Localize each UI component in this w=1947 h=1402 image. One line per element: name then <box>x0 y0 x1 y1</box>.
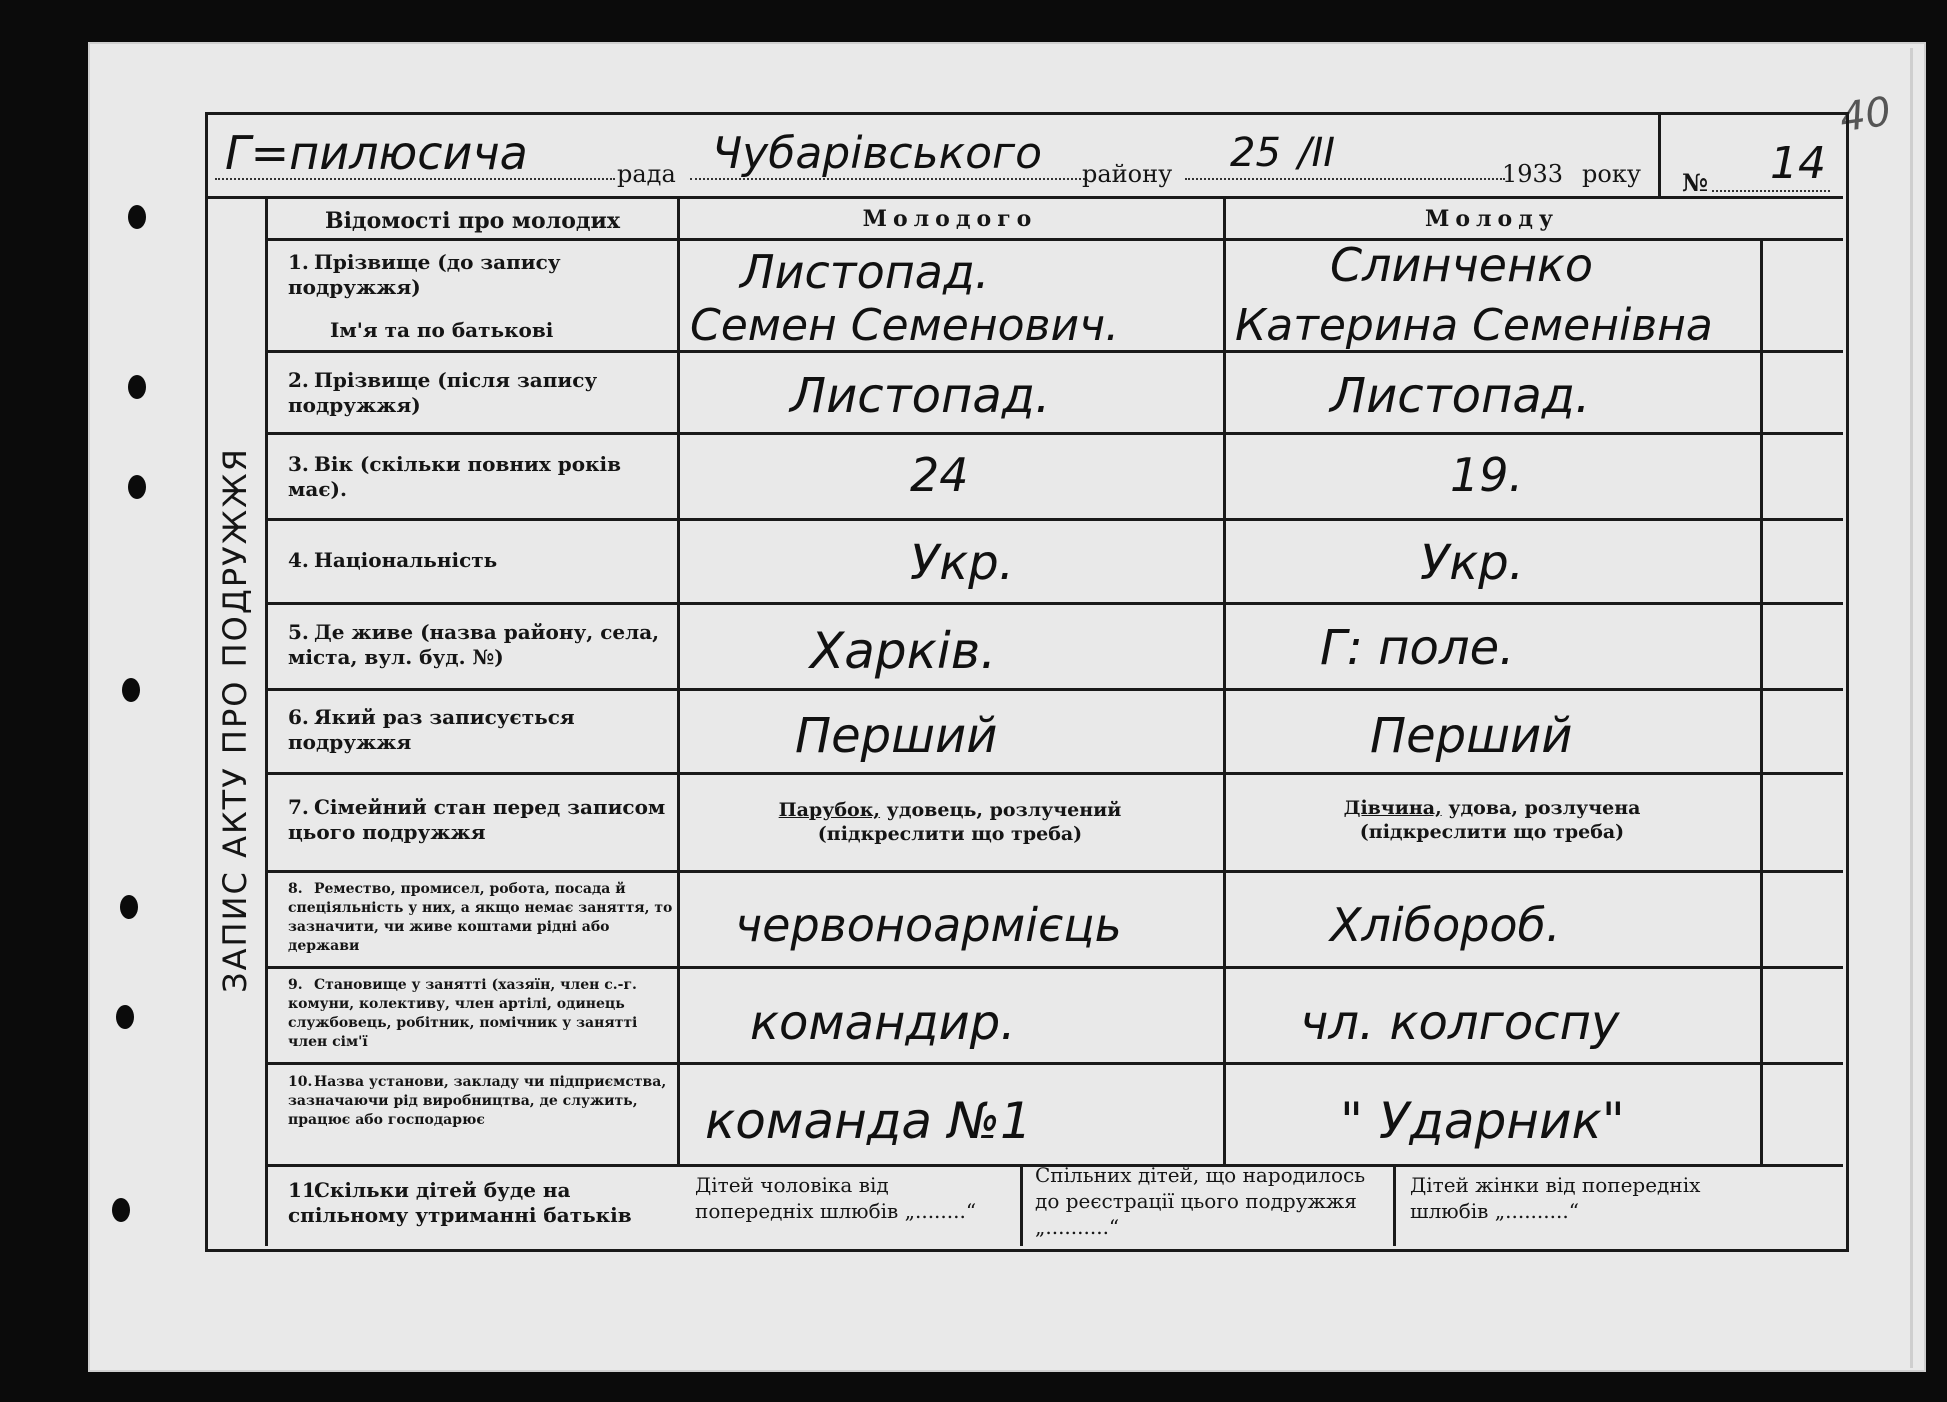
dotted-line <box>215 178 615 180</box>
row-label-8: 8. Ремество, промисел, робота, посада й спеціяльність у них, а якщо немає заняття, то зазначити, чи живе коштами рідні або держави <box>288 881 673 954</box>
row-line <box>265 966 1843 969</box>
bride-name: Катерина Семенівна <box>1235 300 1713 351</box>
groom-surname-before: Листопад. <box>740 245 990 299</box>
col-divider <box>677 196 680 1164</box>
col-divider <box>1760 238 1763 1164</box>
bride-marriage-count: Перший <box>1370 708 1573 764</box>
row-line <box>265 772 1843 775</box>
bride-nationality: Укр. <box>1420 535 1524 591</box>
children-wife: Дітей жінки від попередніх шлюбів „..........“ <box>1410 1173 1701 1223</box>
row-line <box>265 1062 1843 1065</box>
groom-nationality: Укр. <box>910 535 1014 591</box>
children-husband: Дітей чоловіка від попередніх шлюбів „........“ <box>695 1173 977 1223</box>
row-line <box>265 518 1843 521</box>
year-label: року <box>1582 160 1641 188</box>
row-label-2: 2. Прізвище (після запису подружжя) <box>288 368 598 417</box>
row-label-10: 10. Назва установи, закладу чи підприємства, зазначаючи рід виробництва, де служить, працює або господарює <box>288 1074 667 1128</box>
groom-marital-status: Парубок, удовець, розлучений (підкреслити що треба) <box>778 799 1122 845</box>
year: 1933 <box>1502 160 1564 188</box>
date-day: 25 <box>1230 130 1281 176</box>
punch-hole <box>128 205 146 229</box>
dotted-line <box>1712 190 1830 192</box>
council-name: Г=пилюсича <box>225 126 528 180</box>
row-line <box>265 870 1843 873</box>
bride-position: чл. колгоспу <box>1300 995 1620 1051</box>
col-divider <box>1393 1164 1396 1246</box>
col-divider <box>1020 1164 1023 1246</box>
children-common: Спільних дітей, що народилось до реєстрації цього подружжя „..........“ <box>1035 1163 1366 1239</box>
bride-surname-before: Слинченко <box>1330 238 1593 292</box>
bride-age: 19. <box>1450 448 1524 502</box>
district-label: району <box>1082 160 1173 188</box>
bride-workplace: " Ударник" <box>1340 1092 1625 1150</box>
row-line <box>265 238 1843 241</box>
row-line <box>265 432 1843 435</box>
row-label-3: 3. Вік (скільки повних років має). <box>288 452 622 501</box>
bride-occupation: Хлібороб. <box>1330 898 1561 952</box>
number-value: 14 <box>1770 138 1826 189</box>
number-label: № <box>1682 168 1709 197</box>
side-title: ЗАПИС АКТУ ПРО ПОДРУЖЖЯ <box>216 447 254 993</box>
row-label-9: 9. Становище у занятті (хазяїн, член с.-г. комуни, колективу, член артілі, одинець службовець, робітник, помічник у занятті член сім'ї <box>288 977 638 1050</box>
header-groom: Молодого <box>862 206 1038 232</box>
punch-hole <box>116 1005 134 1029</box>
col-divider <box>1223 196 1226 1164</box>
row-label-4: 4. Національність <box>288 548 498 572</box>
header-info: Відомості про молодих <box>324 208 620 234</box>
row-line <box>265 602 1843 605</box>
dotted-line <box>690 178 1085 180</box>
groom-surname-after: Листопад. <box>790 368 1051 424</box>
groom-name: Семен Семенович. <box>690 300 1120 351</box>
row-label-6: 6. Який раз записується подружжя <box>288 705 575 754</box>
row-label-11: 11.Скільки дітей буде на спільному утриманні батьків <box>288 1178 632 1227</box>
punch-hole <box>120 895 138 919</box>
groom-residence: Харків. <box>810 622 997 680</box>
groom-occupation: червоноармієць <box>735 898 1122 952</box>
groom-status-selected: Парубок, <box>778 799 881 821</box>
row-line <box>265 688 1843 691</box>
row-label-1b: Ім'я та по батькові <box>330 318 554 342</box>
punch-hole <box>112 1198 130 1222</box>
council-label: рада <box>617 160 676 188</box>
bride-residence: Г: поле. <box>1320 620 1515 676</box>
bride-marital-status: Дівчина, удова, розлучена (підкреслити що треба) <box>1343 797 1641 843</box>
dotted-line <box>1185 178 1505 180</box>
punch-hole <box>128 375 146 399</box>
groom-age: 24 <box>910 448 969 502</box>
punch-hole <box>128 475 146 499</box>
row-label-7: 7. Сімейний стан перед записом цього подружжя <box>288 795 666 844</box>
bride-surname-after: Листопад. <box>1330 368 1591 424</box>
punch-hole <box>122 678 140 702</box>
bride-status-selected: Дівчина, <box>1343 797 1442 819</box>
groom-marriage-count: Перший <box>795 708 998 764</box>
page-number: 40 <box>1837 88 1894 142</box>
groom-position: командир. <box>750 995 1016 1051</box>
groom-workplace: команда №1 <box>705 1092 1032 1150</box>
district-name: Чубарівського <box>712 128 1043 179</box>
header-bride: Молоду <box>1425 206 1559 232</box>
row-label-5: 5. Де живе (назва району, села, міста, вул. буд. №) <box>288 620 660 669</box>
row-label-1: 1. Прізвище (до запису подружжя) <box>288 250 561 299</box>
date-month: /II <box>1298 130 1336 176</box>
